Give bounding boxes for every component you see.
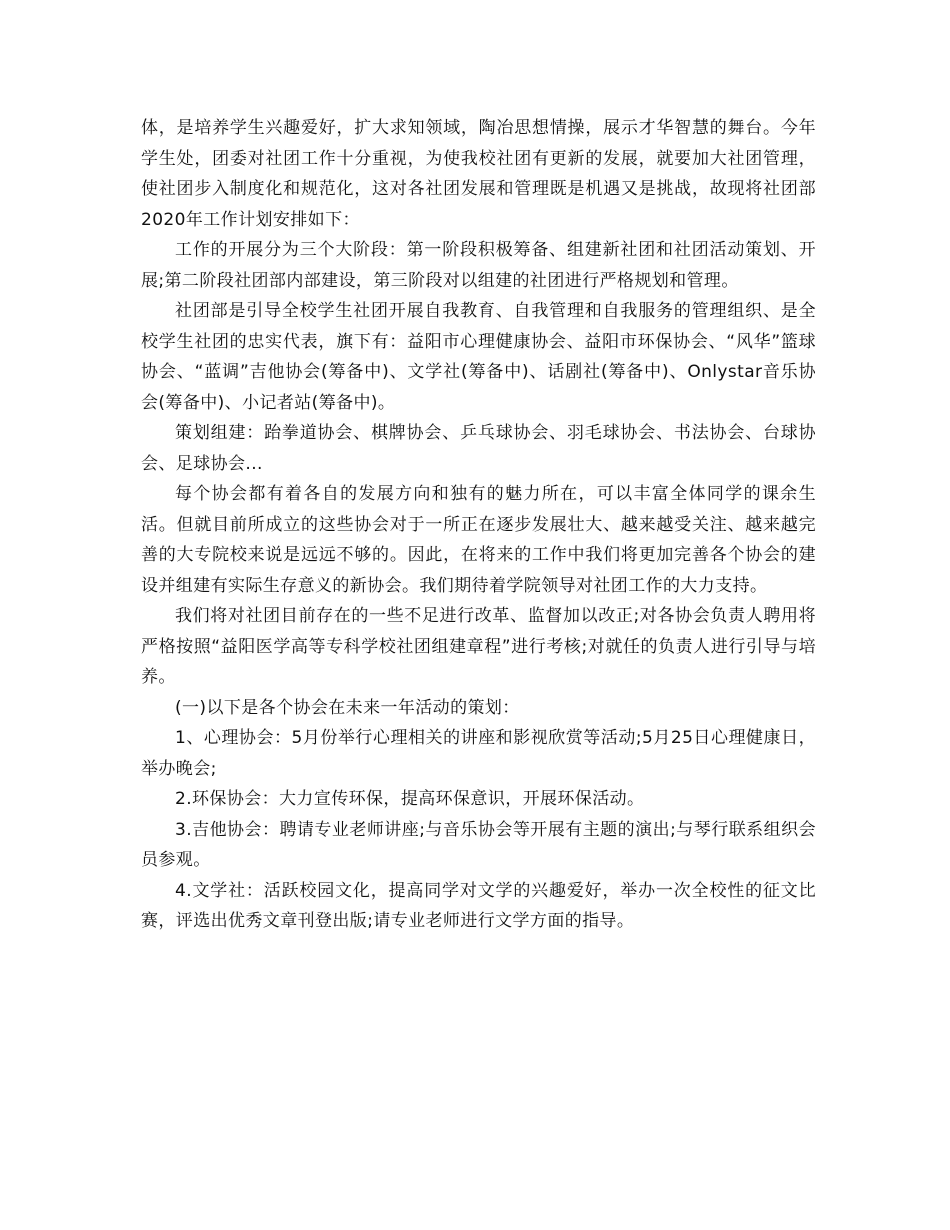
paragraph-11: 4.文学社：活跃校园文化，提高同学对文学的兴趣爱好，举办一次全校性的征文比赛，评选出优秀文章刊登出版;请专业老师进行文学方面的指导。: [141, 880, 816, 931]
document-body: [141, 113, 816, 937]
paragraph-9: 2.环保协会：大力宣传环保，提高环保意识，开展环保活动。: [175, 789, 645, 809]
paragraph-7: (一)以下是各个协会在未来一年活动的策划：: [175, 697, 520, 718]
paragraph-5: 每个协会都有着各自的发展方向和独有的魅力所在，可以丰富全体同学的课余生活。但就目前所成立的这些协会对于一所正在逐步发展壮大、越来越受关注、越来越完善的大专院校来说是远远不够的。因此，在将来的工作中我们将更加完善各个协会的建设并组建有实际生存意义的新协会。我们期待着学院领导对社团工作的大力支持。: [141, 484, 816, 596]
paragraph-6: 我们将对社团目前存在的一些不足进行改革、监督加以改正;对各协会负责人聘用将严格按照“益阳医学高等专科学校社团组建章程”进行考核;对就任的负责人进行引导与培养。: [141, 606, 816, 687]
paragraph-1: 体，是培养学生兴趣爱好，扩大求知领域，陶冶思想情操，展示才华智慧的舞台。今年学生处，团委对社团工作十分重视，为使我校社团有更新的发展，就要加大社团管理，使社团步入制度化和规范化，这对各社团发展和管理既是机遇又是挑战，故现将社团部2020年工作计划安排如下：: [141, 118, 816, 230]
paragraph-3: 社团部是引导全校学生社团开展自我教育、自我管理和自我服务的管理组织、是全校学生社团的忠实代表，旗下有：益阳市心理健康协会、益阳市环保协会、“风华”篮球协会、“蓝调”吉他协会(筹备中)、文学社(筹备中)、话剧社(筹备中)、Onlystar音乐协会(筹备中)、小记者站(筹备中)。: [141, 301, 816, 413]
paragraph-4: 策划组建：跆拳道协会、棋牌协会、乒乓球协会、羽毛球协会、书法协会、台球协会、足球协会...: [141, 423, 816, 474]
paragraph-8: 1、心理协会：5月份举行心理相关的讲座和影视欣赏等活动;5月25日心理健康日，举办晚会;: [141, 728, 816, 779]
paragraph-2: 工作的开展分为三个大阶段：第一阶段积极筹备、组建新社团和社团活动策划、开展;第二阶段社团部内部建设，第三阶段对以组建的社团进行严格规划和管理。: [141, 240, 816, 291]
paragraph-10: 3.吉他协会：聘请专业老师讲座;与音乐协会等开展有主题的演出;与琴行联系组织会员参观。: [141, 819, 816, 870]
